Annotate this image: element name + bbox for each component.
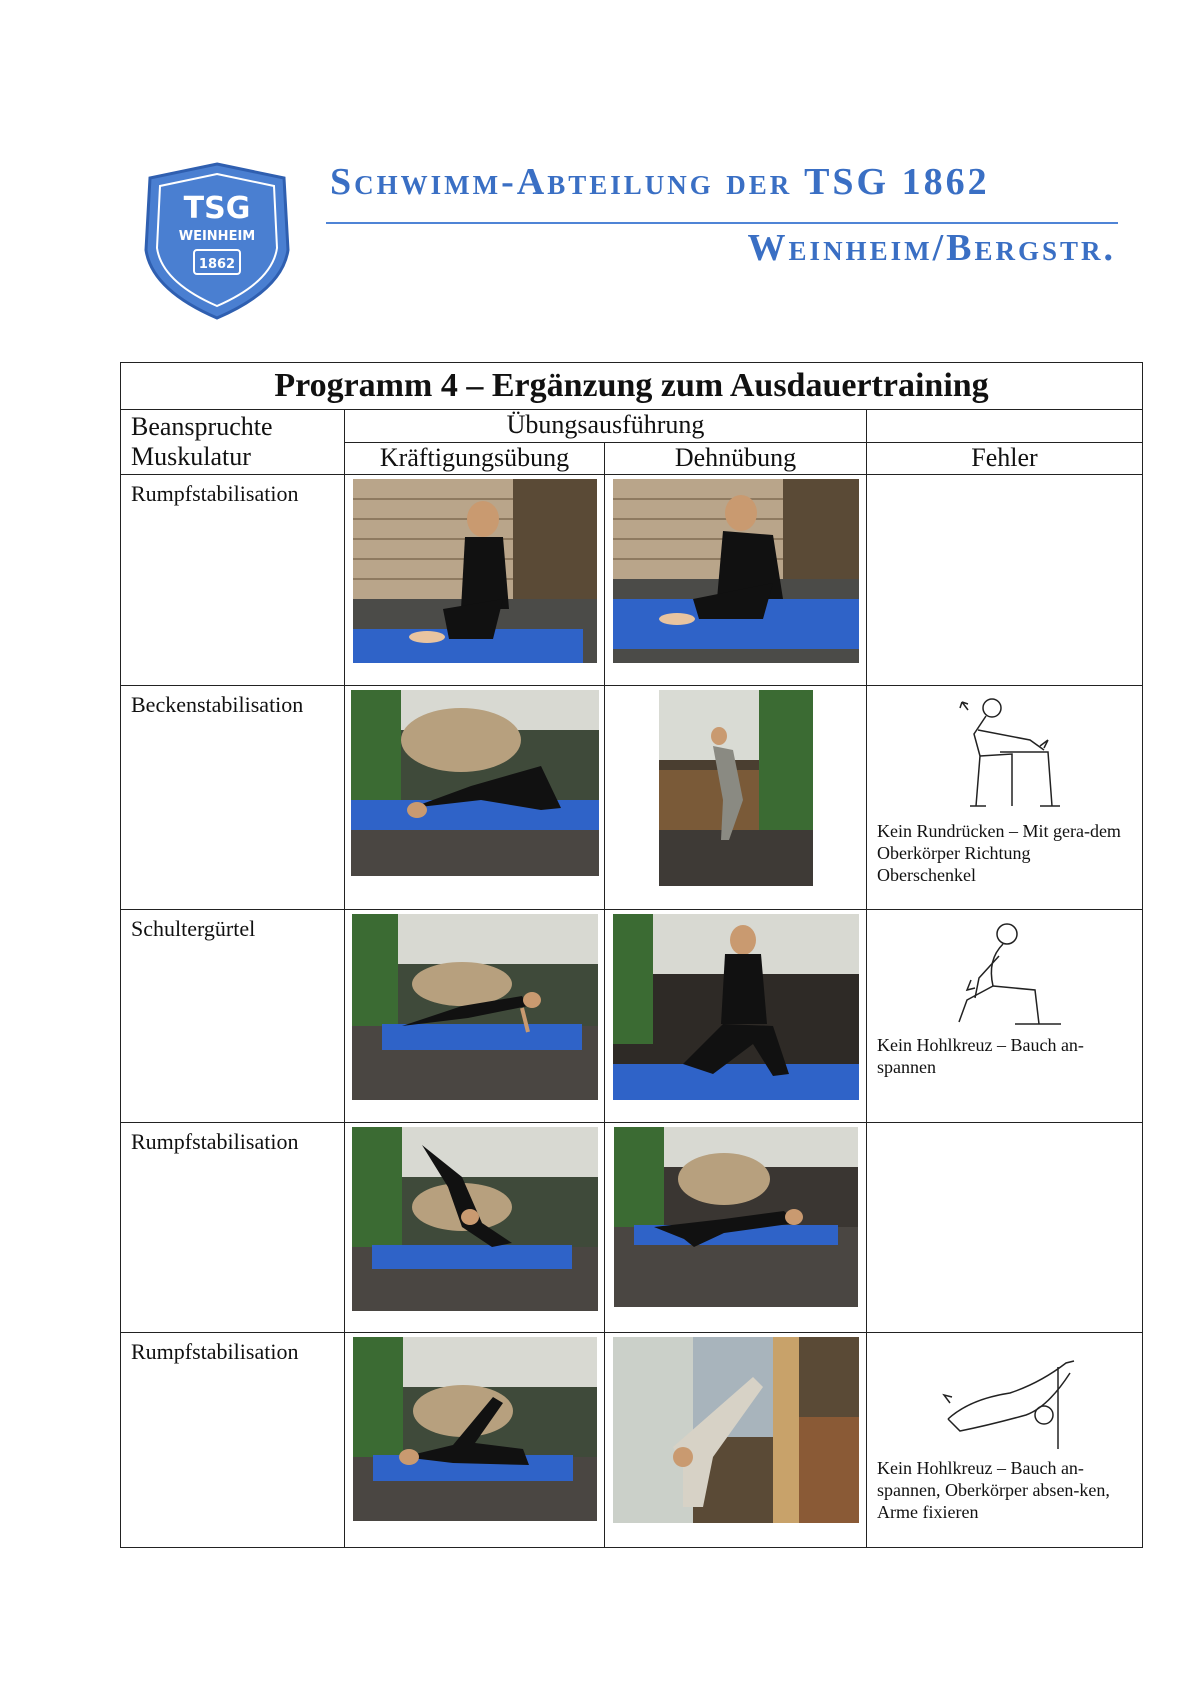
muscle-cell: Rumpfstabilisation <box>121 475 345 686</box>
error-cell <box>867 1122 1143 1333</box>
header-muscle-line2: Muskulatur <box>131 442 251 472</box>
stretch-exercise-photo <box>613 1337 859 1523</box>
header-strength: Kräftigungsübung <box>345 442 605 475</box>
error-sketch <box>930 1343 1080 1453</box>
strength-exercise-photo <box>351 690 599 876</box>
error-sketch <box>940 696 1070 816</box>
muscle-cell: Schultergürtel <box>121 910 345 1123</box>
table-row <box>121 1122 1143 1333</box>
header-title-line1: Schwimm-Abteilung der TSG 1862 <box>330 161 990 203</box>
header-empty <box>867 410 1143 443</box>
error-cell <box>867 910 1143 1123</box>
tsg-logo <box>142 160 292 322</box>
error-cell <box>867 685 1143 910</box>
program-title: Programm 4 – Ergänzung zum Ausdauertraining <box>121 363 1143 410</box>
stretch-photo-cell <box>605 1122 867 1333</box>
strength-exercise-photo <box>353 479 597 663</box>
table-row <box>121 475 1143 686</box>
strength-exercise-photo <box>352 914 598 1100</box>
strength-photo-cell <box>345 1122 605 1333</box>
header-errors: Fehler <box>867 442 1143 475</box>
error-text: Kein Hohlkreuz – Bauch an-spannen <box>877 1035 1084 1078</box>
muscle-cell: Beckenstabilisation <box>121 685 345 910</box>
strength-photo-cell <box>345 685 605 910</box>
muscle-cell: Rumpfstabilisation <box>121 1122 345 1333</box>
header-title-line2: Weinheim/Bergstr. <box>747 227 1116 269</box>
stretch-photo-cell <box>605 1333 867 1548</box>
strength-photo-cell <box>345 910 605 1123</box>
strength-exercise-photo <box>353 1337 597 1521</box>
table-row <box>121 1333 1143 1548</box>
stretch-photo-cell <box>605 910 867 1123</box>
strength-photo-cell <box>345 475 605 686</box>
stretch-photo-cell <box>605 685 867 910</box>
strength-photo-cell <box>345 1333 605 1548</box>
stretch-exercise-photo <box>613 914 859 1100</box>
header-stretch: Dehnübung <box>605 442 867 475</box>
table-row <box>121 685 1143 910</box>
error-cell <box>867 475 1143 686</box>
logo-text-year: 1862 <box>198 257 236 272</box>
muscle-cell: Rumpfstabilisation <box>121 1333 345 1548</box>
stretch-exercise-photo <box>613 479 859 663</box>
header-muscle <box>121 410 345 475</box>
header-execution: Übungsausführung <box>345 410 867 443</box>
error-sketch <box>945 920 1065 1030</box>
error-text: Kein Rundrücken – Mit gera-dem Oberkörper Richtung Oberschenkel <box>877 820 1121 885</box>
header-divider <box>326 222 1118 224</box>
error-cell <box>867 1333 1143 1548</box>
program-table <box>120 362 1143 1548</box>
stretch-exercise-photo <box>614 1127 858 1307</box>
table-row <box>121 910 1143 1123</box>
error-text: Kein Hohlkreuz – Bauch an-spannen, Oberkörper absen-ken, Arme fixieren <box>877 1458 1110 1523</box>
stretch-exercise-photo <box>659 690 813 886</box>
strength-exercise-photo <box>352 1127 598 1311</box>
header-muscle-line1: Beanspruchte <box>131 412 273 442</box>
logo-text-tsg: TSG <box>183 191 251 226</box>
logo-text-weinheim: WEINHEIM <box>178 229 256 244</box>
stretch-photo-cell <box>605 475 867 686</box>
